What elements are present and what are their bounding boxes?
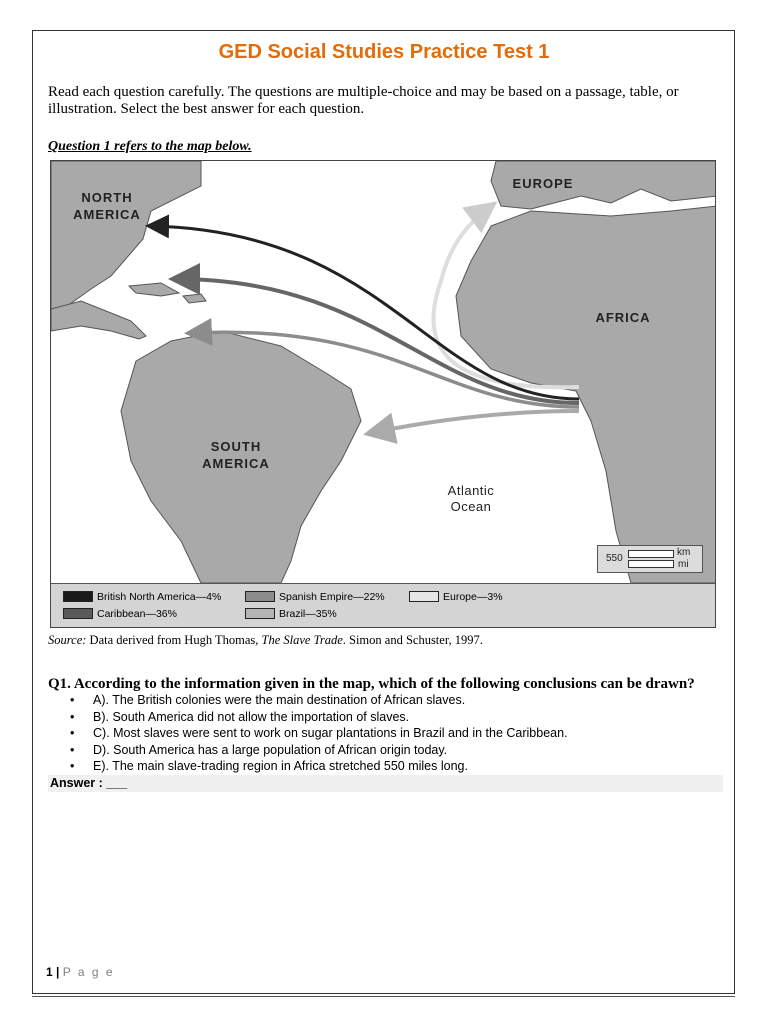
- legend-swatch: [63, 591, 93, 602]
- legend-label: Spanish Empire—22%: [279, 591, 385, 603]
- legend-swatch: [63, 608, 93, 619]
- option-c[interactable]: [48, 725, 568, 742]
- label-south-america: SOUTH AMERICA: [202, 439, 270, 471]
- page-footer: [46, 965, 115, 979]
- central-america-land: [51, 301, 146, 339]
- legend-swatch: [409, 591, 439, 602]
- option-a[interactable]: [48, 692, 568, 709]
- map-graphic: [51, 161, 716, 583]
- scale-bar-km: [628, 550, 674, 558]
- bottom-rule: [32, 996, 735, 997]
- scale-value: 550: [606, 553, 623, 564]
- legend-swatch: [245, 608, 275, 619]
- label-atlantic-ocean: Atlantic Ocean: [447, 483, 495, 514]
- option-e[interactable]: [48, 758, 568, 775]
- source-prefix: Source:: [48, 633, 87, 647]
- hispaniola-island: [183, 294, 206, 303]
- option-text: B). South America did not allow the importation of slaves.: [93, 709, 410, 724]
- option-d[interactable]: [48, 742, 568, 759]
- answer-field[interactable]: Answer : ___: [48, 775, 723, 792]
- option-text: D). South America has a large population of African origin today.: [93, 742, 448, 757]
- bullet-icon: •: [70, 742, 75, 757]
- legend-label: Europe—3%: [443, 591, 503, 603]
- source-citation: [48, 633, 483, 648]
- page-word: P a g e: [62, 965, 115, 979]
- option-b[interactable]: [48, 709, 568, 726]
- map-legend: [51, 583, 716, 628]
- label-europe: EUROPE: [512, 176, 574, 191]
- legend-label: British North America—4%: [97, 591, 222, 603]
- page-title: GED Social Studies Practice Test 1: [218, 41, 550, 63]
- source-book-title: The Slave Trade: [261, 633, 343, 647]
- option-text: A). The British colonies were the main destination of African slaves.: [93, 693, 466, 707]
- bullet-icon: •: [70, 709, 75, 724]
- question-reference: Question 1 refers to the map below.: [48, 139, 252, 154]
- scale-unit-mi: mi: [678, 559, 689, 570]
- option-text: E). The main slave-trading region in Africa stretched 550 miles long.: [93, 759, 468, 773]
- map-scale: [597, 545, 703, 573]
- source-text-1: Data derived from Hugh Thomas,: [86, 633, 262, 647]
- bullet-icon: •: [70, 759, 75, 773]
- page-separator: |: [52, 965, 63, 979]
- label-north-america: NORTH AMERICA: [73, 190, 141, 222]
- source-text-2: . Simon and Schuster, 1997.: [342, 633, 483, 647]
- legend-label: Brazil—35%: [279, 608, 337, 620]
- scale-unit-km: km: [677, 547, 691, 558]
- intro-text: Read each question carefully. The questions are multiple-choice and may be based on a passage, table, or illustration. Select the best answer for each question.: [48, 84, 679, 117]
- option-text: C). Most slaves were sent to work on sugar plantations in Brazil and in the Caribbean.: [93, 726, 568, 740]
- legend-swatch: [245, 591, 275, 602]
- scale-bar-mi: [628, 560, 674, 568]
- north-america-land: [51, 161, 201, 313]
- bullet-icon: •: [70, 693, 75, 707]
- slave-trade-map: [50, 160, 716, 628]
- label-africa: AFRICA: [595, 310, 651, 325]
- page-number: 1: [46, 965, 53, 979]
- question-1-options: [48, 692, 568, 775]
- cuba-island: [129, 283, 179, 296]
- legend-label: Caribbean—36%: [97, 608, 177, 620]
- bullet-icon: •: [70, 726, 75, 740]
- flow-brazil: [371, 411, 579, 433]
- question-1-stem: Q1. According to the information given in the map, which of the following conclusions can be drawn?: [48, 676, 695, 692]
